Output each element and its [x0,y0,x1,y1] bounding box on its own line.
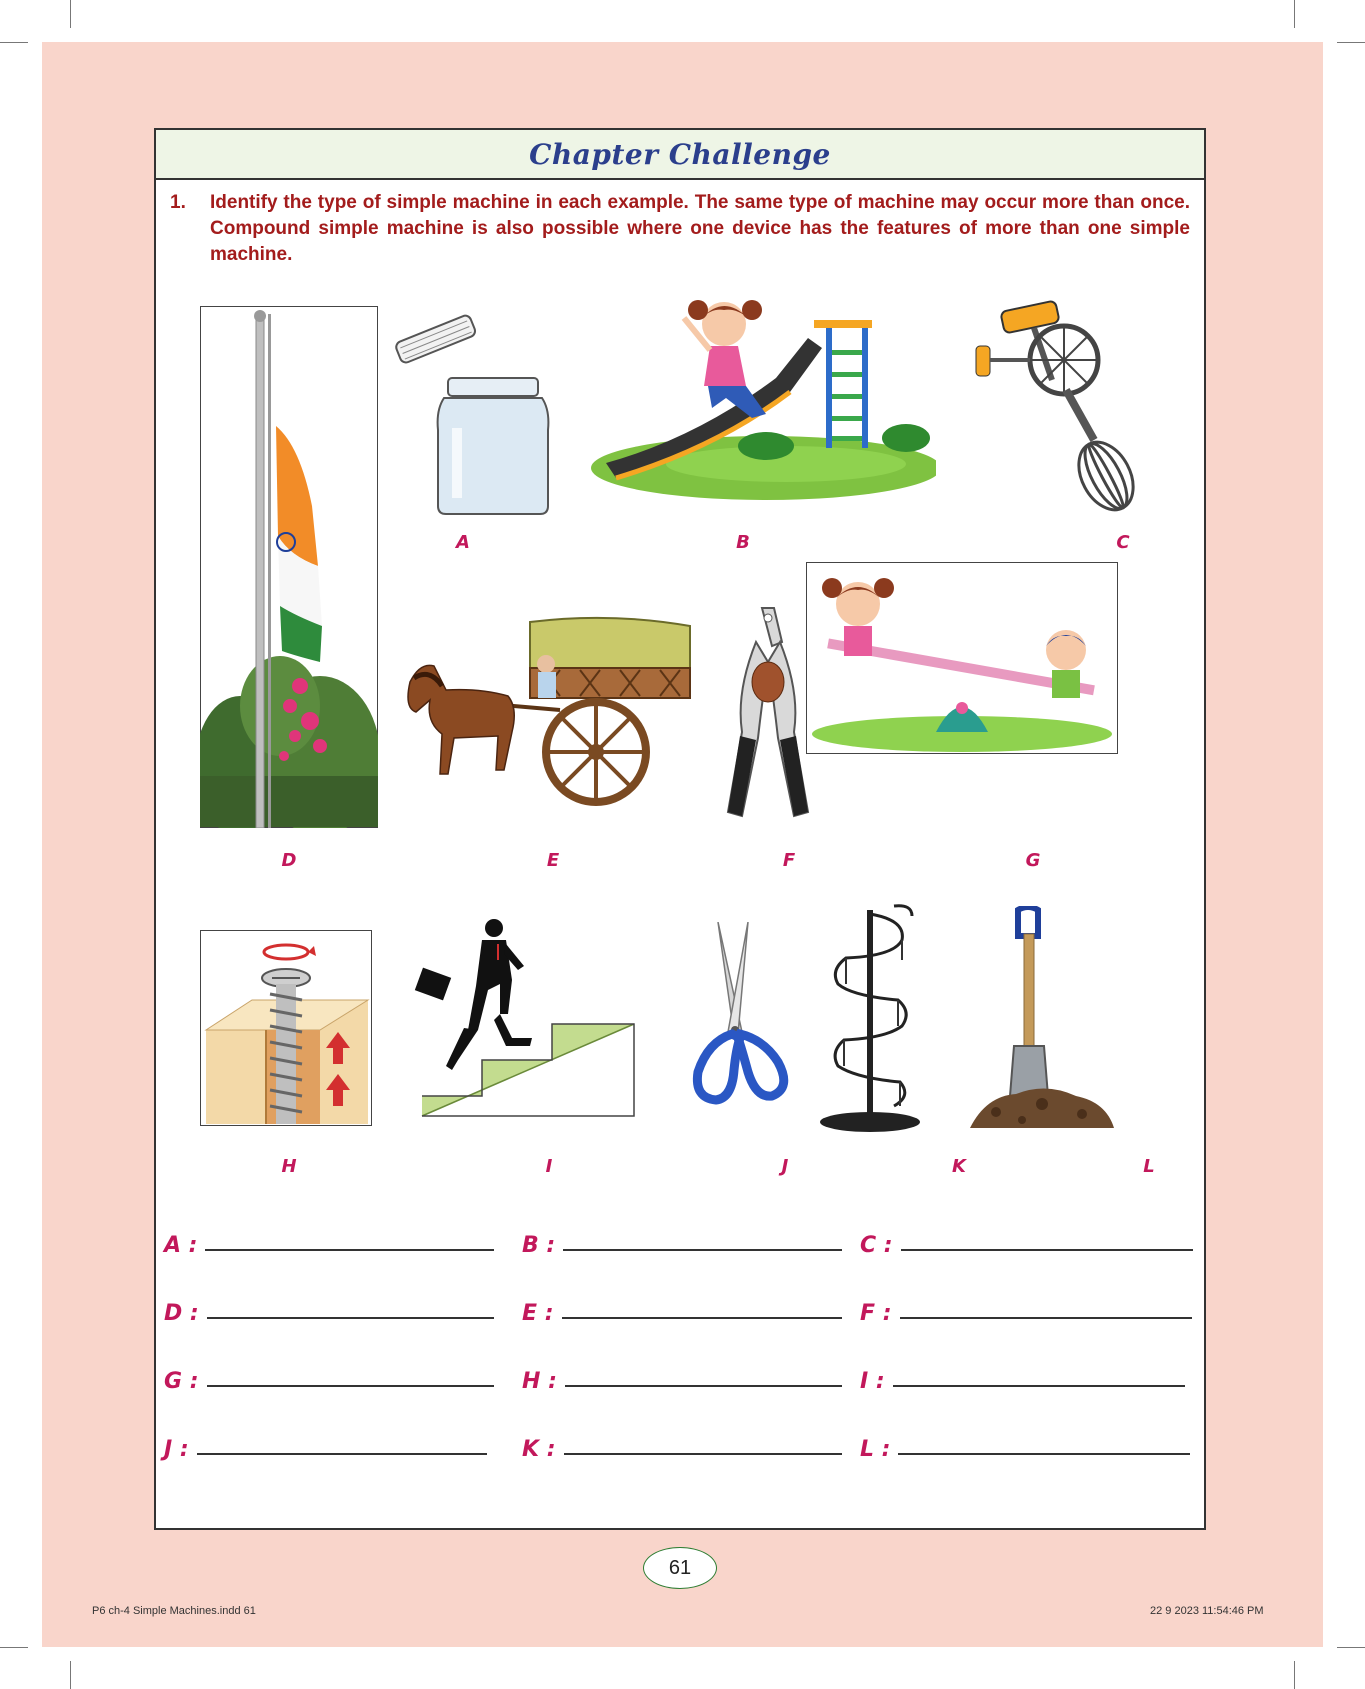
label-c: C [1116,532,1130,553]
egg-beater-illustration [956,290,1176,520]
crop-mark [1294,0,1295,28]
answer-f[interactable] [860,1286,1194,1326]
label-g: G [1025,850,1041,871]
answer-i[interactable] [860,1354,1194,1394]
spiral-staircase-illustration [816,900,924,1132]
answer-key: K : [522,1437,556,1462]
question-1 [170,190,1190,268]
answer-line[interactable] [207,1315,494,1319]
label-a: A [456,532,470,553]
answer-line[interactable] [900,1315,1192,1319]
label-k: K [952,1156,966,1177]
answer-row [164,1422,1194,1462]
answer-line[interactable] [207,1383,494,1387]
answer-a[interactable] [164,1218,494,1258]
label-b: B [736,532,750,553]
label-i: I [545,1156,553,1177]
answer-key: J : [164,1437,189,1462]
answer-line[interactable] [898,1451,1190,1455]
crop-mark [1294,1661,1295,1689]
stairs-climber-illustration [412,910,638,1122]
answer-line[interactable] [564,1451,842,1455]
label-f: F [782,850,796,871]
answer-key: B : [522,1233,556,1258]
scissors-illustration [668,922,798,1112]
answer-l[interactable] [860,1422,1194,1462]
answer-row [164,1354,1194,1394]
answer-key: I : [860,1369,885,1394]
chapter-challenge-box [154,128,1206,1530]
horse-cart-illustration [390,612,700,812]
question-text: Identify the type of simple machine in each example. The same type of machine may occur more than once. Compound simple machine is also possible where one device has the features of more than one simple machine. [210,192,1190,265]
footer-timestamp: 22 9 2023 11:54:46 PM [1150,1605,1264,1617]
screw-illustration [200,930,372,1126]
page-number: 61 [643,1547,717,1589]
label-l: L [1143,1156,1155,1177]
answer-key: C : [860,1233,893,1258]
crop-mark [1337,1647,1365,1648]
answer-key: D : [164,1301,199,1326]
answer-g[interactable] [164,1354,494,1394]
answer-b[interactable] [522,1218,842,1258]
label-d: D [281,850,297,871]
answer-e[interactable] [522,1286,842,1326]
flag-pole-illustration [200,306,378,828]
footer-file-name: P6 ch-4 Simple Machines.indd 61 [92,1605,256,1617]
answer-line[interactable] [563,1247,842,1251]
answer-key: L : [860,1437,891,1462]
answer-line[interactable] [893,1383,1185,1387]
answer-key: G : [164,1369,199,1394]
shovel-illustration [966,906,1116,1134]
answer-line[interactable] [562,1315,842,1319]
answer-line[interactable] [901,1247,1193,1251]
crop-mark [0,42,28,43]
title-bar [156,130,1204,180]
answer-d[interactable] [164,1286,494,1326]
answer-key: A : [164,1233,198,1258]
see-saw-illustration [806,562,1118,754]
answer-h[interactable] [522,1354,842,1394]
answer-j[interactable] [164,1422,494,1462]
answer-k[interactable] [522,1422,842,1462]
answer-c[interactable] [860,1218,1194,1258]
label-h: H [281,1156,297,1177]
label-j: J [781,1156,789,1177]
answer-key: F : [860,1301,892,1326]
label-e: E [546,850,560,871]
crop-mark [0,1647,28,1648]
answer-key: E : [522,1301,554,1326]
crop-mark [70,0,71,28]
answer-line[interactable] [197,1451,487,1455]
jar-with-lid-illustration [386,300,566,520]
slide-illustration [576,288,936,508]
page-title: Chapter Challenge [529,137,831,171]
crop-mark [1337,42,1365,43]
answer-row [164,1218,1194,1258]
nut-cracker-illustration [716,602,816,824]
crop-mark [70,1661,71,1689]
answer-line[interactable] [205,1247,494,1251]
answer-key: H : [522,1369,557,1394]
question-number: 1. [170,192,186,213]
answer-row [164,1286,1194,1326]
answer-line[interactable] [565,1383,842,1387]
